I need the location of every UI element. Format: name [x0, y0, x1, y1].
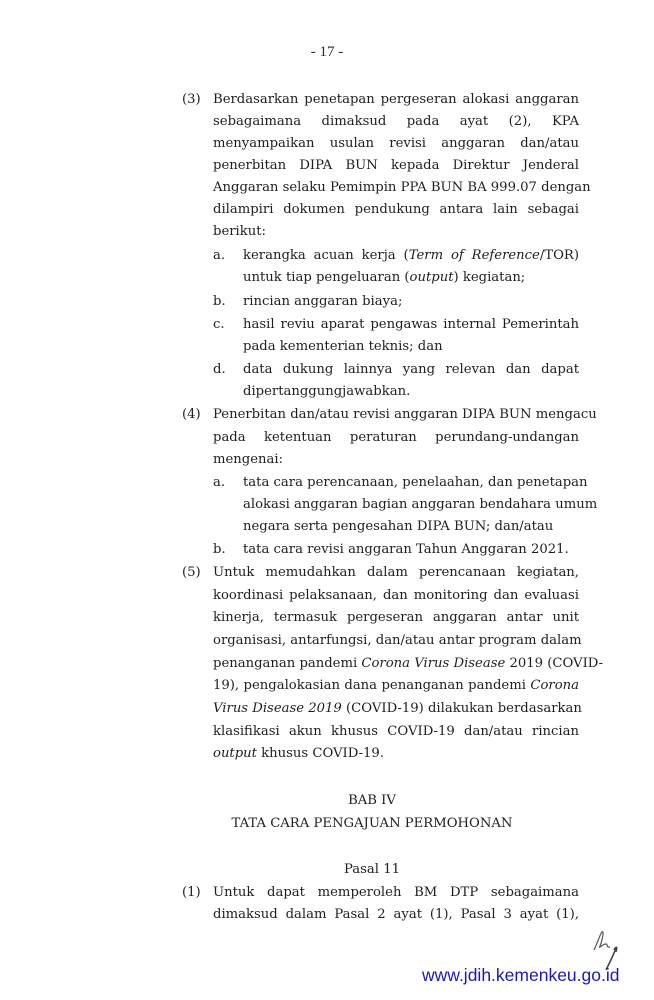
- list-item-line: negara serta pengesahan DIPA BUN; dan/atau: [243, 519, 554, 534]
- list-label: d.: [213, 362, 226, 377]
- section-4-label: (4): [182, 407, 201, 422]
- section-5-line: 19), pengalokasian dana penanganan pandemi Corona: [213, 678, 579, 693]
- section-5-line: organisasi, antarfungsi, dan/atau antar program dalam: [213, 633, 582, 648]
- section-5-label: (5): [182, 565, 201, 580]
- section-5-line: kinerja, termasuk pergeseran anggaran antar unit: [213, 610, 579, 625]
- list-item-line: hasil reviu aparat pengawas internal Pemerintah: [243, 317, 579, 332]
- list-item-line: kerangka acuan kerja (Term of Reference/TOR): [243, 248, 579, 263]
- list-item-line: untuk tiap pengeluaran (output) kegiatan;: [243, 270, 526, 285]
- chapter-title: BAB IV: [348, 793, 396, 808]
- section-5-line: Virus Disease 2019 (COVID-19) dilakukan berdasarkan: [213, 701, 582, 716]
- section-4-line: Penerbitan dan/atau revisi anggaran DIPA BUN mengacu: [213, 407, 597, 422]
- list-label: b.: [213, 294, 226, 309]
- list-item-line: tata cara perencanaan, penelaahan, dan penetapan: [243, 475, 588, 490]
- list-item-line: dipertanggungjawabkan.: [243, 384, 411, 399]
- section-5-line: Untuk memudahkan dalam perencanaan kegiatan,: [213, 565, 579, 580]
- section-3-line: Anggaran selaku Pemimpin PPA BUN BA 999.07 dengan: [213, 180, 591, 195]
- section-3-line: menyampaikan usulan revisi anggaran dan/atau: [213, 136, 579, 151]
- page-number: - 17 -: [310, 44, 344, 60]
- list-label: c.: [213, 317, 225, 332]
- section-3-line: berikut:: [213, 224, 266, 239]
- section-3-label: (3): [182, 92, 201, 107]
- pasal-11-line: Untuk dapat memperoleh BM DTP sebagaimana: [213, 885, 579, 900]
- section-5-line: klasifikasi akun khusus COVID-19 dan/atau rincian: [213, 724, 579, 739]
- pasal-title: Pasal 11: [344, 862, 400, 877]
- pasal-11-line: dimaksud dalam Pasal 2 ayat (1), Pasal 3 ayat (1),: [213, 907, 579, 922]
- section-3-line: dilampiri dokumen pendukung antara lain sebagai: [213, 202, 579, 217]
- list-item-line: data dukung lainnya yang relevan dan dapat: [243, 362, 579, 377]
- section-3-line: penerbitan DIPA BUN kepada Direktur Jenderal: [213, 158, 579, 173]
- section-5-line: output khusus COVID-19.: [213, 746, 385, 761]
- section-4-line: mengenai:: [213, 452, 284, 467]
- list-item-line: alokasi anggaran bagian anggaran bendahara umum: [243, 497, 598, 512]
- chapter-subtitle: TATA CARA PENGAJUAN PERMOHONAN: [231, 816, 513, 831]
- list-label: a.: [213, 248, 226, 263]
- list-item-line: pada kementerian teknis; dan: [243, 339, 443, 354]
- section-4-line: pada ketentuan peraturan perundang-undangan: [213, 430, 579, 445]
- section-5-line: koordinasi pelaksanaan, dan monitoring dan evaluasi: [213, 588, 579, 603]
- section-5-line: penanganan pandemi Corona Virus Disease 2019 (COVID-: [213, 656, 604, 671]
- list-item-line: tata cara revisi anggaran Tahun Anggaran 2021.: [243, 542, 569, 557]
- section-3-line: Berdasarkan penetapan pergeseran alokasi anggaran: [213, 92, 579, 107]
- list-label: a.: [213, 475, 226, 490]
- pasal-11-label: (1): [182, 885, 201, 900]
- jdih-watermark-link[interactable]: www.jdih.kemenkeu.go.id: [422, 965, 620, 985]
- list-label: b.: [213, 542, 226, 557]
- list-item-line: rincian anggaran biaya;: [243, 294, 403, 309]
- section-3-line: sebagaimana dimaksud pada ayat (2), KPA: [213, 114, 579, 129]
